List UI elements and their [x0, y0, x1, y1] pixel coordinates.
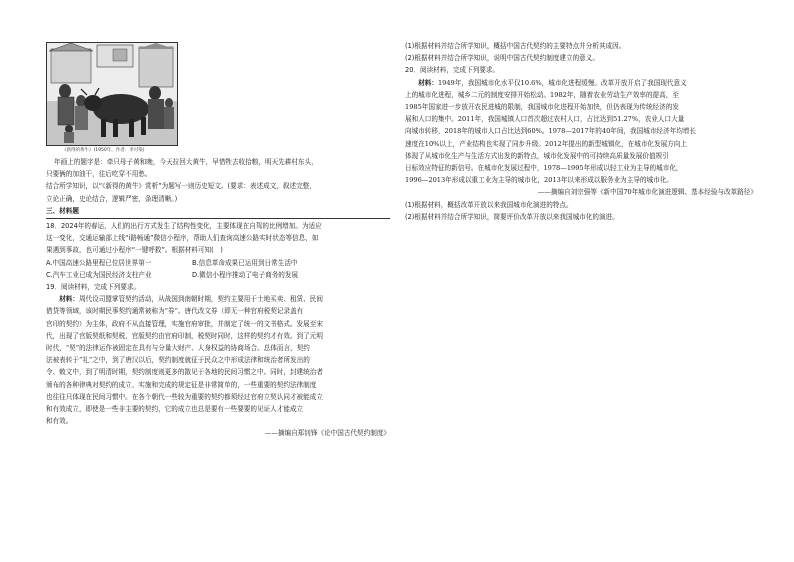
option-c[interactable]: C.汽车工业已成为国民经济支柱产业 — [46, 270, 152, 279]
q20-material: 体现了从城市化生产与生活方式出发的新特点，城市化发展中的可持续高质量发展价值规引 — [405, 151, 669, 160]
section-divider — [46, 218, 390, 219]
q18-stem: 这一变化，交通运输部上线“i路畅通”微信小程序，帮助人们查询高速公路实时状态等信息，如 — [46, 234, 319, 243]
q19-material: 官印的契约）为主体，政府不从直接管理，实施官府审批，并制定了统一的文书格式。发展至宋 — [46, 319, 323, 328]
q20-material: 上的城市化进程，城乡二元的制度安排开始松动。1982年，随着农业劳动生产效率的提高，至 — [405, 90, 679, 99]
q20-requirement-1: (1)根据材料，概括改革开放以来我国城市化演进的特点。 — [405, 200, 573, 209]
q20-material: 1996—2013年形成以重工业为主导的城市化，2013年以来形成以服务业为主导的城市化。 — [405, 176, 673, 185]
q19-material: 颁布的各种律典对契约的成立、实施和完成的规定征是非常简单的，一些重要的契约法律制度 — [46, 380, 317, 389]
q20-stem: 20．阅读材料，完成下列要求。 — [405, 66, 500, 75]
q19-requirement-2: (2)根据材料并结合所学知识，说明中国古代契约制度建立的意义。 — [405, 54, 599, 63]
figure-caption: 《新得的黄牛》(1950年，作者：李可染) — [62, 148, 145, 153]
q19-requirement-1: (1)根据材料并结合所学知识，概括中国古代契约的主要特点并分析其成因。 — [405, 42, 626, 50]
option-d[interactable]: D.微信小程序推动了电子商务的发展 — [192, 270, 299, 279]
material-text: 1949年，我国城市化水平仅10.6%，城市化进程缓慢。改革开放开启了我国现代意义 — [437, 78, 687, 87]
figure-illustration — [47, 43, 177, 145]
material-text: 周代设司盟掌管契约活动，从战国到南朝时期，契约主要用于土地买卖、租赁、民间 — [78, 295, 323, 304]
poem-line: 年画上的题字是：牵只母子黄和晚，今天拉回大黄牛，早惜牲去收拾粮，明天先耕村东头， — [54, 158, 318, 166]
q20-material: 日标效应特征的新信号。在城市化发展过程中，1978—1995年形成以轻工业为主导的城市化， — [405, 164, 683, 173]
q19-material — [46, 293, 390, 305]
option-a[interactable]: A.中国高速公路里程已位居世界第一 — [46, 258, 152, 267]
q19-material: 和有效。 — [46, 417, 73, 426]
q18-stem: 果遇到事故，也可通过小程序“一键呼救”。根据材料可知( ) — [46, 246, 223, 255]
q20-material: 速度在10%以上，产业结构也实现了同步升级。2012年提出的新型城镇化，在城市化发展方向上 — [405, 139, 687, 148]
q20-requirement-2: (2)根据材料并结合所学知识，简要评价改革开放以来我国城市化的演进。 — [405, 212, 619, 221]
q20-material — [405, 77, 757, 89]
q19-material: 借贷等领域，该时期民事契约通常被称为“券”。唐代改文券（即无一种官府税契记录盖有 — [46, 307, 304, 316]
option-b[interactable]: B.信息革命成果已运用到日常生活中 — [192, 258, 298, 267]
q20-material: 向城市转移，2018年的城市人口占比达到60%。1978—2017年的40年间，我国城市经济年均增长 — [405, 127, 696, 136]
q19-material: 和有效成立，即使是一些非主要的契约，它的成立也总是要有一些要要的见证人才能成立 — [46, 405, 304, 414]
q17-prompt: 立论正确，史论结合，逻辑严密，条理清晰。) — [46, 194, 178, 203]
q19-source: ——摘编自郑钊锋《论中国古代契约制度》 — [264, 429, 390, 438]
section-title: 三、材料题 — [46, 206, 79, 215]
left-column — [46, 42, 390, 440]
q20-material: 展和人口的集中。2011年，我国城镇人口首次超过农村人口，占比达到51.27%，农业人口大量 — [405, 115, 685, 124]
right-column — [405, 40, 757, 223]
q19-material: 代，出现了官版契纸和契税，官版契约由官府印制，税契时同时，这样的契约才有效。到了元明 — [46, 331, 323, 340]
q19-stem: 19．阅读材料，完成下列要求。 — [46, 283, 141, 292]
woodcut-figure — [46, 42, 178, 146]
material-label: 材料： — [59, 295, 79, 304]
poem-line: 只要俩的加油干，往后吃穿不用愁。 — [46, 170, 152, 179]
q18-stem: 18．2024年的春运，人们的出行方式发生了结构性变化，主要体现在自驾的比例增加。为适应 — [46, 222, 322, 231]
q19-material: 也往往只体现在民间习惯中。在各个朝代一些较为重要的契约都须经过官府立契认同才被能成立 — [46, 392, 323, 401]
material-label: 材料： — [418, 78, 438, 87]
q20-source: ——摘编自刘宗强等《新中国70年城市化演进逻辑、基本经验与改革路径》 — [537, 188, 757, 197]
q19-material: 令、敕文中，到了明清时期，契约制度则更多的散见于各地的民间习惯之中。同时，封建统治者 — [46, 368, 323, 377]
q19-material: 时代，“契”的法律运作被固定在具有与分量大财产、人身权益的协商场合。总体而言，契约 — [46, 344, 310, 353]
q17-prompt: 结合所学知识，以“《新得的黄牛》赏析”为题写一则历史短文。(要求：表述成文，叙述完整， — [46, 182, 316, 191]
q19-material: 法被表转于“礼”之中，到了唐汉以后，契约制度就征于民众之中形成法律和统治者所发出的 — [46, 356, 310, 365]
q18-options — [46, 257, 390, 281]
q20-material: 1985年国家进一步放开农民进城的限制，我国城市化进程开始加快，但仍表现为传统经济的发 — [405, 103, 679, 112]
